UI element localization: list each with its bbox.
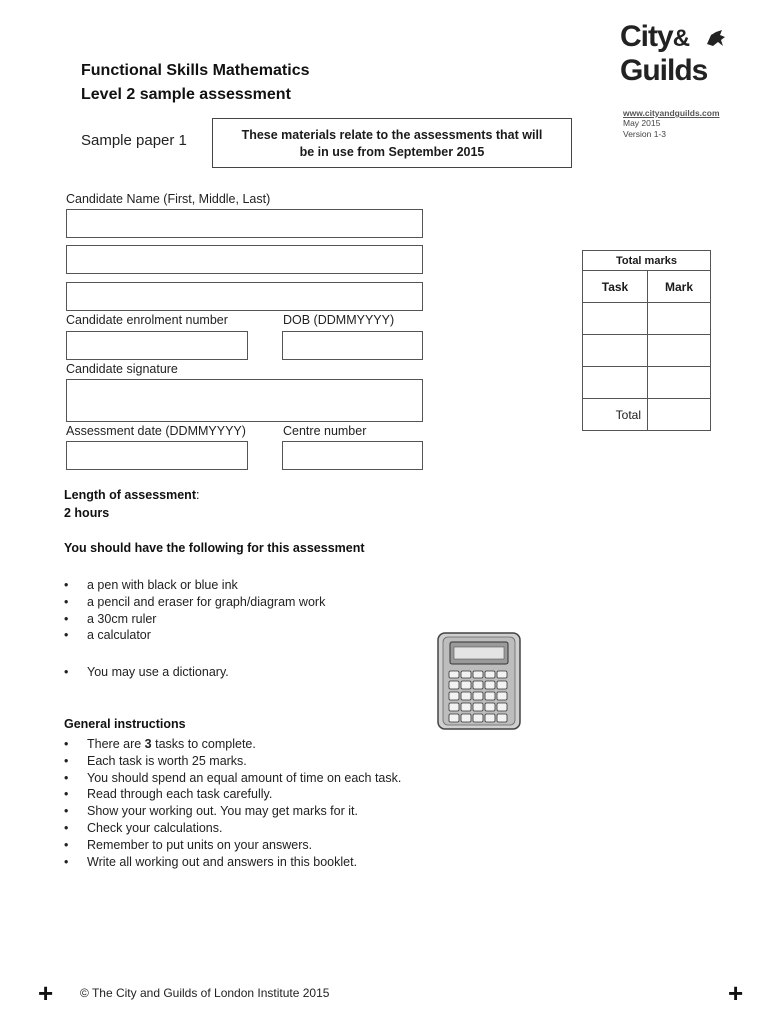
list-item: • Check your calculations. bbox=[64, 820, 401, 837]
list-item: • Show your working out. You may get marks for it. bbox=[64, 803, 401, 820]
marks-total-label: Total bbox=[583, 399, 648, 431]
candidate-name-field-2[interactable] bbox=[66, 245, 423, 274]
marks-task-cell[interactable] bbox=[583, 303, 648, 335]
logo-line-2: Guilds bbox=[620, 54, 708, 87]
centre-number-field[interactable] bbox=[282, 441, 423, 470]
notice-line-1: These materials relate to the assessments that will bbox=[241, 128, 543, 142]
assessment-date-label: Assessment date (DDMMYYYY) bbox=[66, 424, 246, 438]
signature-label: Candidate signature bbox=[66, 362, 178, 376]
marks-mark-cell[interactable] bbox=[648, 367, 711, 399]
lion-emblem-icon bbox=[704, 26, 728, 50]
marks-col-task: Task bbox=[583, 271, 648, 303]
list-item: • Read through each task carefully. bbox=[64, 786, 401, 803]
title-line-2: Level 2 sample assessment bbox=[81, 86, 291, 103]
list-item: • a pen with black or blue ink bbox=[64, 577, 325, 594]
list-item: • Remember to put units on your answers. bbox=[64, 837, 401, 854]
list-item: • a calculator bbox=[64, 627, 325, 644]
length-value: 2 hours bbox=[64, 506, 110, 520]
sample-paper-label: Sample paper 1 bbox=[81, 132, 187, 149]
notice-line-2: be in use from September 2015 bbox=[299, 145, 485, 159]
instructions-list bbox=[64, 736, 401, 870]
notice-box bbox=[212, 118, 572, 168]
enrolment-label: Candidate enrolment number bbox=[66, 313, 228, 327]
logo-line-1: City& bbox=[620, 20, 690, 53]
candidate-name-field-3[interactable] bbox=[66, 282, 423, 311]
marks-total-cell[interactable] bbox=[648, 399, 711, 431]
list-item: • There are 3 tasks to complete. bbox=[64, 736, 401, 753]
title-line-1: Functional Skills Mathematics bbox=[81, 62, 310, 79]
city-guilds-logo bbox=[620, 22, 730, 92]
copyright-text: © The City and Guilds of London Institute 2015 bbox=[80, 986, 330, 1000]
assessment-date-field[interactable] bbox=[66, 441, 248, 470]
dob-field[interactable] bbox=[282, 331, 423, 360]
enrolment-field[interactable] bbox=[66, 331, 248, 360]
calculator-icon bbox=[437, 632, 521, 730]
equipment-list bbox=[64, 577, 325, 644]
centre-number-label: Centre number bbox=[283, 424, 367, 438]
candidate-name-label: Candidate Name (First, Middle, Last) bbox=[66, 192, 271, 206]
list-item: • a 30cm ruler bbox=[64, 611, 325, 628]
dictionary-list bbox=[64, 664, 229, 681]
list-item: • You may use a dictionary. bbox=[64, 664, 229, 681]
marks-task-cell[interactable] bbox=[583, 335, 648, 367]
registration-mark-right: + bbox=[728, 978, 744, 1008]
equipment-heading: You should have the following for this assessment bbox=[64, 541, 365, 555]
length-label: Length of assessment: bbox=[64, 488, 200, 502]
logo-version: Version 1-3 bbox=[623, 129, 666, 139]
instructions-heading: General instructions bbox=[64, 717, 186, 731]
list-item: • Write all working out and answers in this booklet. bbox=[64, 854, 401, 871]
logo-date: May 2015 bbox=[623, 118, 661, 128]
list-item: • You should spend an equal amount of time on each task. bbox=[64, 770, 401, 787]
total-marks-table bbox=[582, 250, 711, 431]
candidate-name-field-1[interactable] bbox=[66, 209, 423, 238]
dob-label: DOB (DDMMYYYY) bbox=[283, 313, 395, 327]
marks-task-cell[interactable] bbox=[583, 367, 648, 399]
marks-mark-cell[interactable] bbox=[648, 335, 711, 367]
registration-mark-left: + bbox=[38, 978, 54, 1008]
list-item: • a pencil and eraser for graph/diagram work bbox=[64, 594, 325, 611]
list-item: • Each task is worth 25 marks. bbox=[64, 753, 401, 770]
marks-col-mark: Mark bbox=[648, 271, 711, 303]
marks-mark-cell[interactable] bbox=[648, 303, 711, 335]
signature-field[interactable] bbox=[66, 379, 423, 422]
marks-table-title: Total marks bbox=[583, 251, 711, 271]
logo-url: www.cityandguilds.com bbox=[623, 108, 720, 118]
